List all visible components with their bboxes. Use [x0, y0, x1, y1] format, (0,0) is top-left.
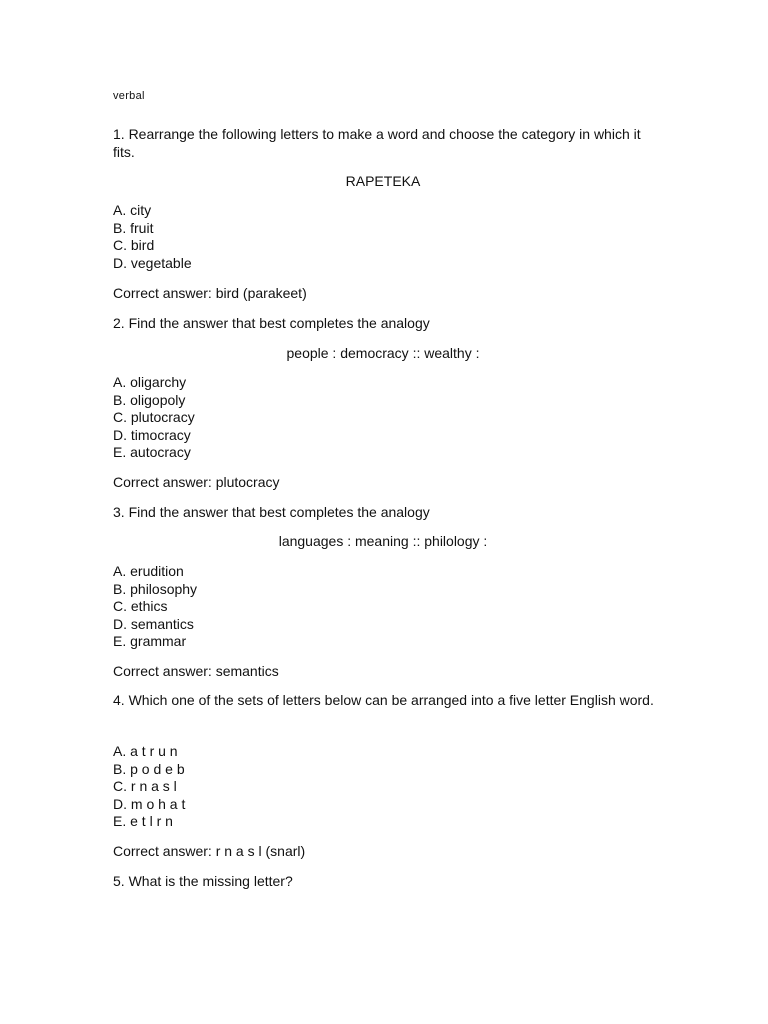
option: E. e t l r n — [113, 813, 173, 829]
option: C. r n a s l — [113, 778, 177, 794]
question-1-options — [113, 202, 658, 272]
option: E. autocracy — [113, 444, 191, 460]
question-2-stem: 2. Find the answer that best completes the analogy — [113, 315, 430, 331]
question-1-stem: 1. Rearrange the following letters to make a word and choose the category in which it fits. — [113, 126, 641, 160]
option: A. a t r u n — [113, 743, 178, 759]
question-4-options — [113, 743, 658, 831]
question-3-options — [113, 563, 658, 651]
option: D. m o h a t — [113, 795, 186, 812]
option: A. oligarchy — [113, 374, 187, 390]
option: B. p o d e b — [113, 760, 185, 777]
question-2-prompt: people : democracy :: wealthy : — [286, 345, 480, 361]
option: C. bird — [113, 237, 155, 253]
option: C. plutocracy — [113, 409, 195, 425]
question-1-prompt: RAPETEKA — [345, 173, 421, 189]
question-2-options — [113, 374, 658, 462]
question-3-answer: Correct answer: semantics — [113, 663, 279, 679]
option: D. timocracy — [113, 426, 191, 443]
question-5-stem: 5. What is the missing letter? — [113, 873, 293, 889]
option: B. fruit — [113, 219, 154, 236]
option: B. oligopoly — [113, 391, 186, 408]
option: B. philosophy — [113, 580, 198, 597]
question-4-answer: Correct answer: r n a s l (snarl) — [113, 843, 306, 859]
option: D. semantics — [113, 615, 194, 632]
option: D. vegetable — [113, 254, 192, 271]
question-1-answer: Correct answer: bird (parakeet) — [113, 285, 307, 301]
option: A. erudition — [113, 563, 184, 579]
option: C. ethics — [113, 598, 168, 614]
question-3-prompt: languages : meaning :: philology : — [278, 533, 488, 549]
question-3-stem: 3. Find the answer that best completes the analogy — [113, 504, 430, 520]
option: A. city — [113, 202, 152, 218]
question-2-answer: Correct answer: plutocracy — [113, 474, 280, 490]
option: E. grammar — [113, 633, 187, 649]
question-4-stem: 4. Which one of the sets of letters below can be arranged into a five letter English word. — [113, 692, 654, 708]
section-label: verbal — [113, 90, 145, 102]
